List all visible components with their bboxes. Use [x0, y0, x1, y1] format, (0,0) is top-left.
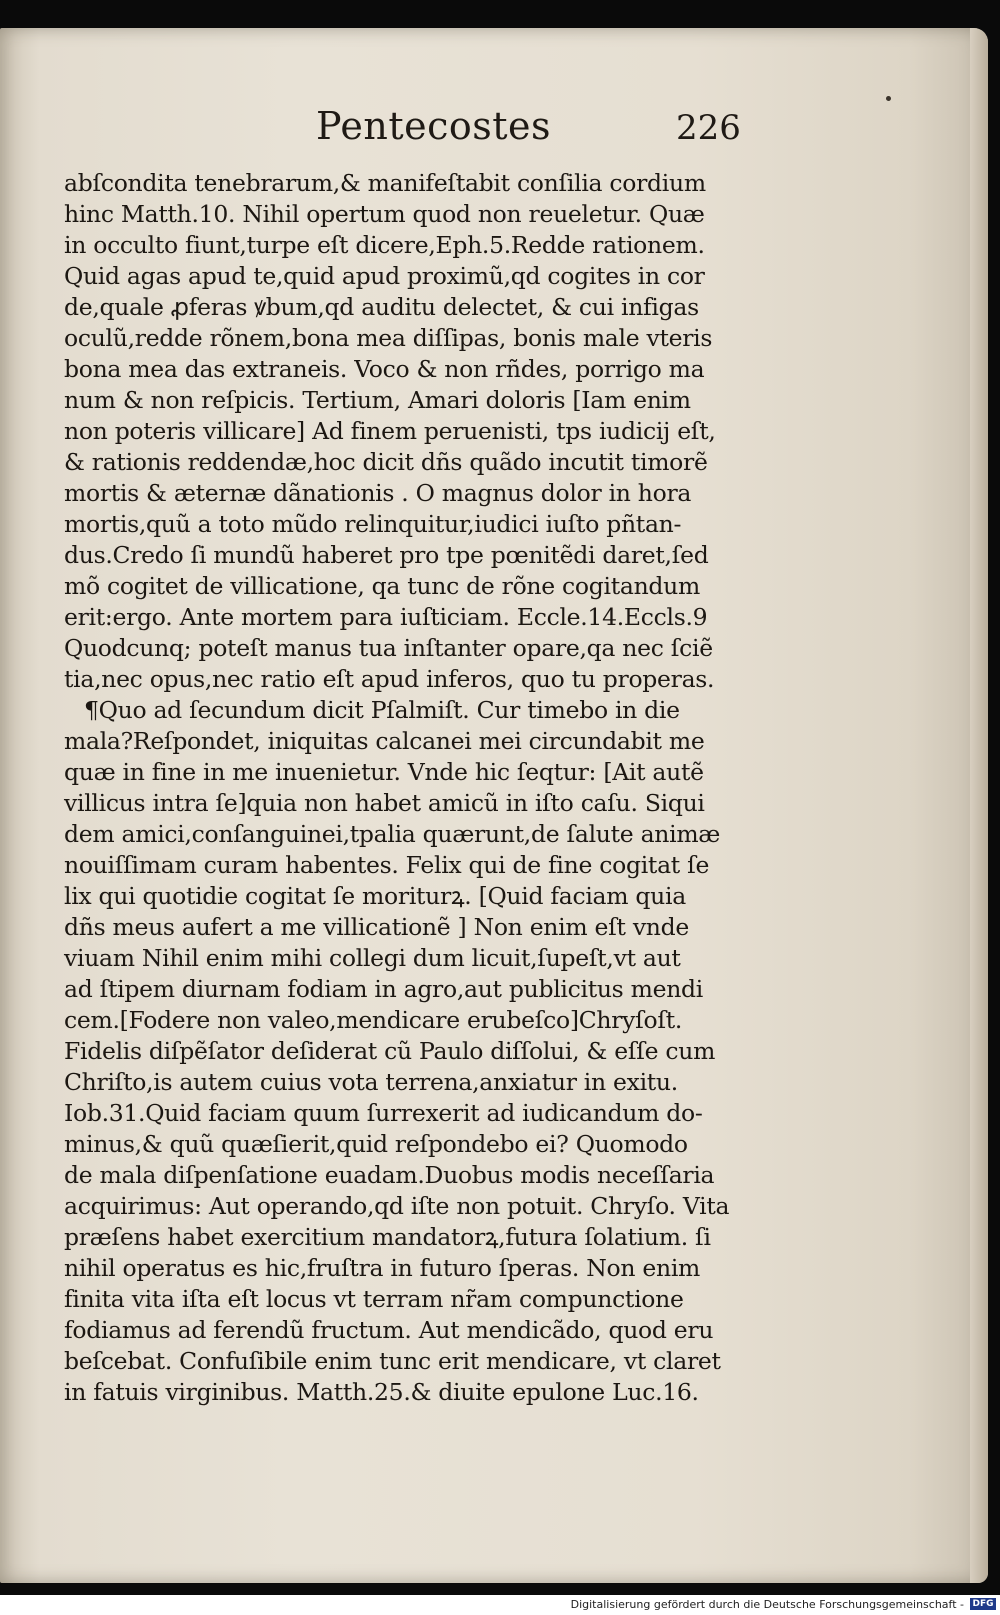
text-line: ad ſtipem diurnam fodiam in agro,aut publicitus mendi — [64, 975, 703, 1003]
text-line: de mala diſpenſatione euadam.Duobus modis neceſſaria — [64, 1161, 715, 1189]
text-line: nouiſſimam curam habentes. Felix qui de fine cogitat ſe — [64, 851, 710, 879]
text-line: ¶Quo ad ſecundum dicit Pſalmiſt. Cur timebo in die — [84, 696, 680, 724]
text-line: nihil operatus es hic,fruſtra in futuro ſperas. Non enim — [64, 1254, 701, 1282]
text-line: lix qui quotidie cogitat ſe moriturꝝ. [Quid faciam quia — [64, 882, 686, 910]
text-line: cem.[Fodere non valeo,mendicare erubeſco]Chryſoſt. — [64, 1006, 683, 1034]
text-line: erit:ergo. Ante mortem para iuſticiam. Eccle.14.Eccls.9 — [64, 603, 708, 631]
page-number: 226 — [676, 108, 741, 148]
text-line: oculũ,redde rõnem,bona mea diſſipas, bonis male vteris — [64, 324, 713, 352]
body-text — [64, 168, 794, 1408]
text-line: Fidelis diſpẽſator deſiderat cũ Paulo diſſolui, & eſſe cum — [64, 1037, 716, 1065]
dfg-logo: DFG — [970, 1598, 996, 1610]
text-line: tia,nec opus,nec ratio eſt apud inferos, quo tu properas. — [64, 665, 715, 693]
digitization-footer — [0, 1595, 1000, 1615]
page-header — [0, 84, 988, 148]
text-line: & rationis reddendæ,hoc dicit dñs quãdo incutit timorẽ — [64, 448, 708, 476]
text-line: mala?Reſpondet, iniquitas calcanei mei circundabit me — [64, 727, 705, 755]
text-line: Chriſto,is autem cuius vota terrena,anxiatur in exitu. — [64, 1068, 678, 1096]
text-line: dñs meus aufert a me villicationẽ ] Non enim eſt vnde — [64, 913, 689, 941]
text-line: acquirimus: Aut operando,qd iſte non potuit. Chryſo. Vita — [64, 1192, 730, 1220]
text-line: num & non reſpicis. Tertium, Amari doloris [Iam enim — [64, 386, 691, 414]
text-line: finita vita iſta eſt locus vt terram nr̃am compunctione — [64, 1285, 684, 1313]
text-line: abſcondita tenebrarum,& manifeſtabit conſilia cordium — [64, 169, 706, 197]
text-line: fodiamus ad ferendũ fructum. Aut mendicãdo, quod eru — [64, 1316, 714, 1344]
text-line: quæ in fine in me inuenietur. Vnde hic ſeqtur: [Ait autẽ — [64, 758, 704, 786]
text-line: Quid agas apud te,quid apud proximũ,qd cogites in cor — [64, 262, 705, 290]
text-line: dus.Credo ſi mundũ haberet pro tpe pœnitẽdi daret,ſed — [64, 541, 709, 569]
text-line: Quodcunq; poteſt manus tua inſtanter opare,qa nec ſciẽ — [64, 634, 713, 662]
text-line: dem amici,conſanguinei,tpalia quærunt,de ſalute animæ — [64, 820, 721, 848]
book-page — [0, 28, 988, 1583]
running-head: Pentecostes — [316, 104, 552, 148]
text-line: villicus intra ſe]quia non habet amicũ in iſto caſu. Siqui — [64, 789, 705, 817]
text-line: viuam Nihil enim mihi collegi dum licuit,ſupeſt,vt aut — [64, 944, 681, 972]
text-line: mõ cogitet de villicatione, qa tunc de rõne cogitandum — [64, 572, 700, 600]
text-line: Iob.31.Quid faciam quum ſurrexerit ad iudicandum do- — [64, 1099, 703, 1127]
text-line: minus,& quũ quæſierit,quid reſpondebo ei? Quomodo — [64, 1130, 688, 1158]
funding-credit: Digitalisierung gefördert durch die Deutsche Forschungsgemeinschaft - — [570, 1598, 964, 1611]
text-line: præſens habet exercitium mandatorꝝ,futura ſolatium. ſi — [64, 1223, 711, 1251]
text-line: beſcebat. Confuſibile enim tunc erit mendicare, vt claret — [64, 1347, 721, 1375]
text-line: hinc Matth.10. Nihil opertum quod non reueletur. Quæ — [64, 200, 705, 228]
text-line: bona mea das extraneis. Voco & non rñdes, porrigo ma — [64, 355, 705, 383]
text-line: non poteris villicare] Ad finem peruenisti, tps iudicij eſt, — [64, 417, 716, 445]
text-line: mortis & æternæ dãnationis . O magnus dolor in hora — [64, 479, 692, 507]
ink-speck — [886, 96, 891, 101]
page-edge — [970, 28, 988, 1583]
text-line: in fatuis virginibus. Matth.25.& diuite epulone Luc.16. — [64, 1378, 699, 1406]
text-line: de,quale ꝓferas ꝟbum,qd auditu delectet, & cui infigas — [64, 293, 699, 321]
text-line: mortis,quũ a toto mũdo relinquitur,iudici iuſto pñtan- — [64, 510, 682, 538]
text-line: in occulto fiunt,turpe eſt dicere,Eph.5.Redde rationem. — [64, 231, 705, 259]
